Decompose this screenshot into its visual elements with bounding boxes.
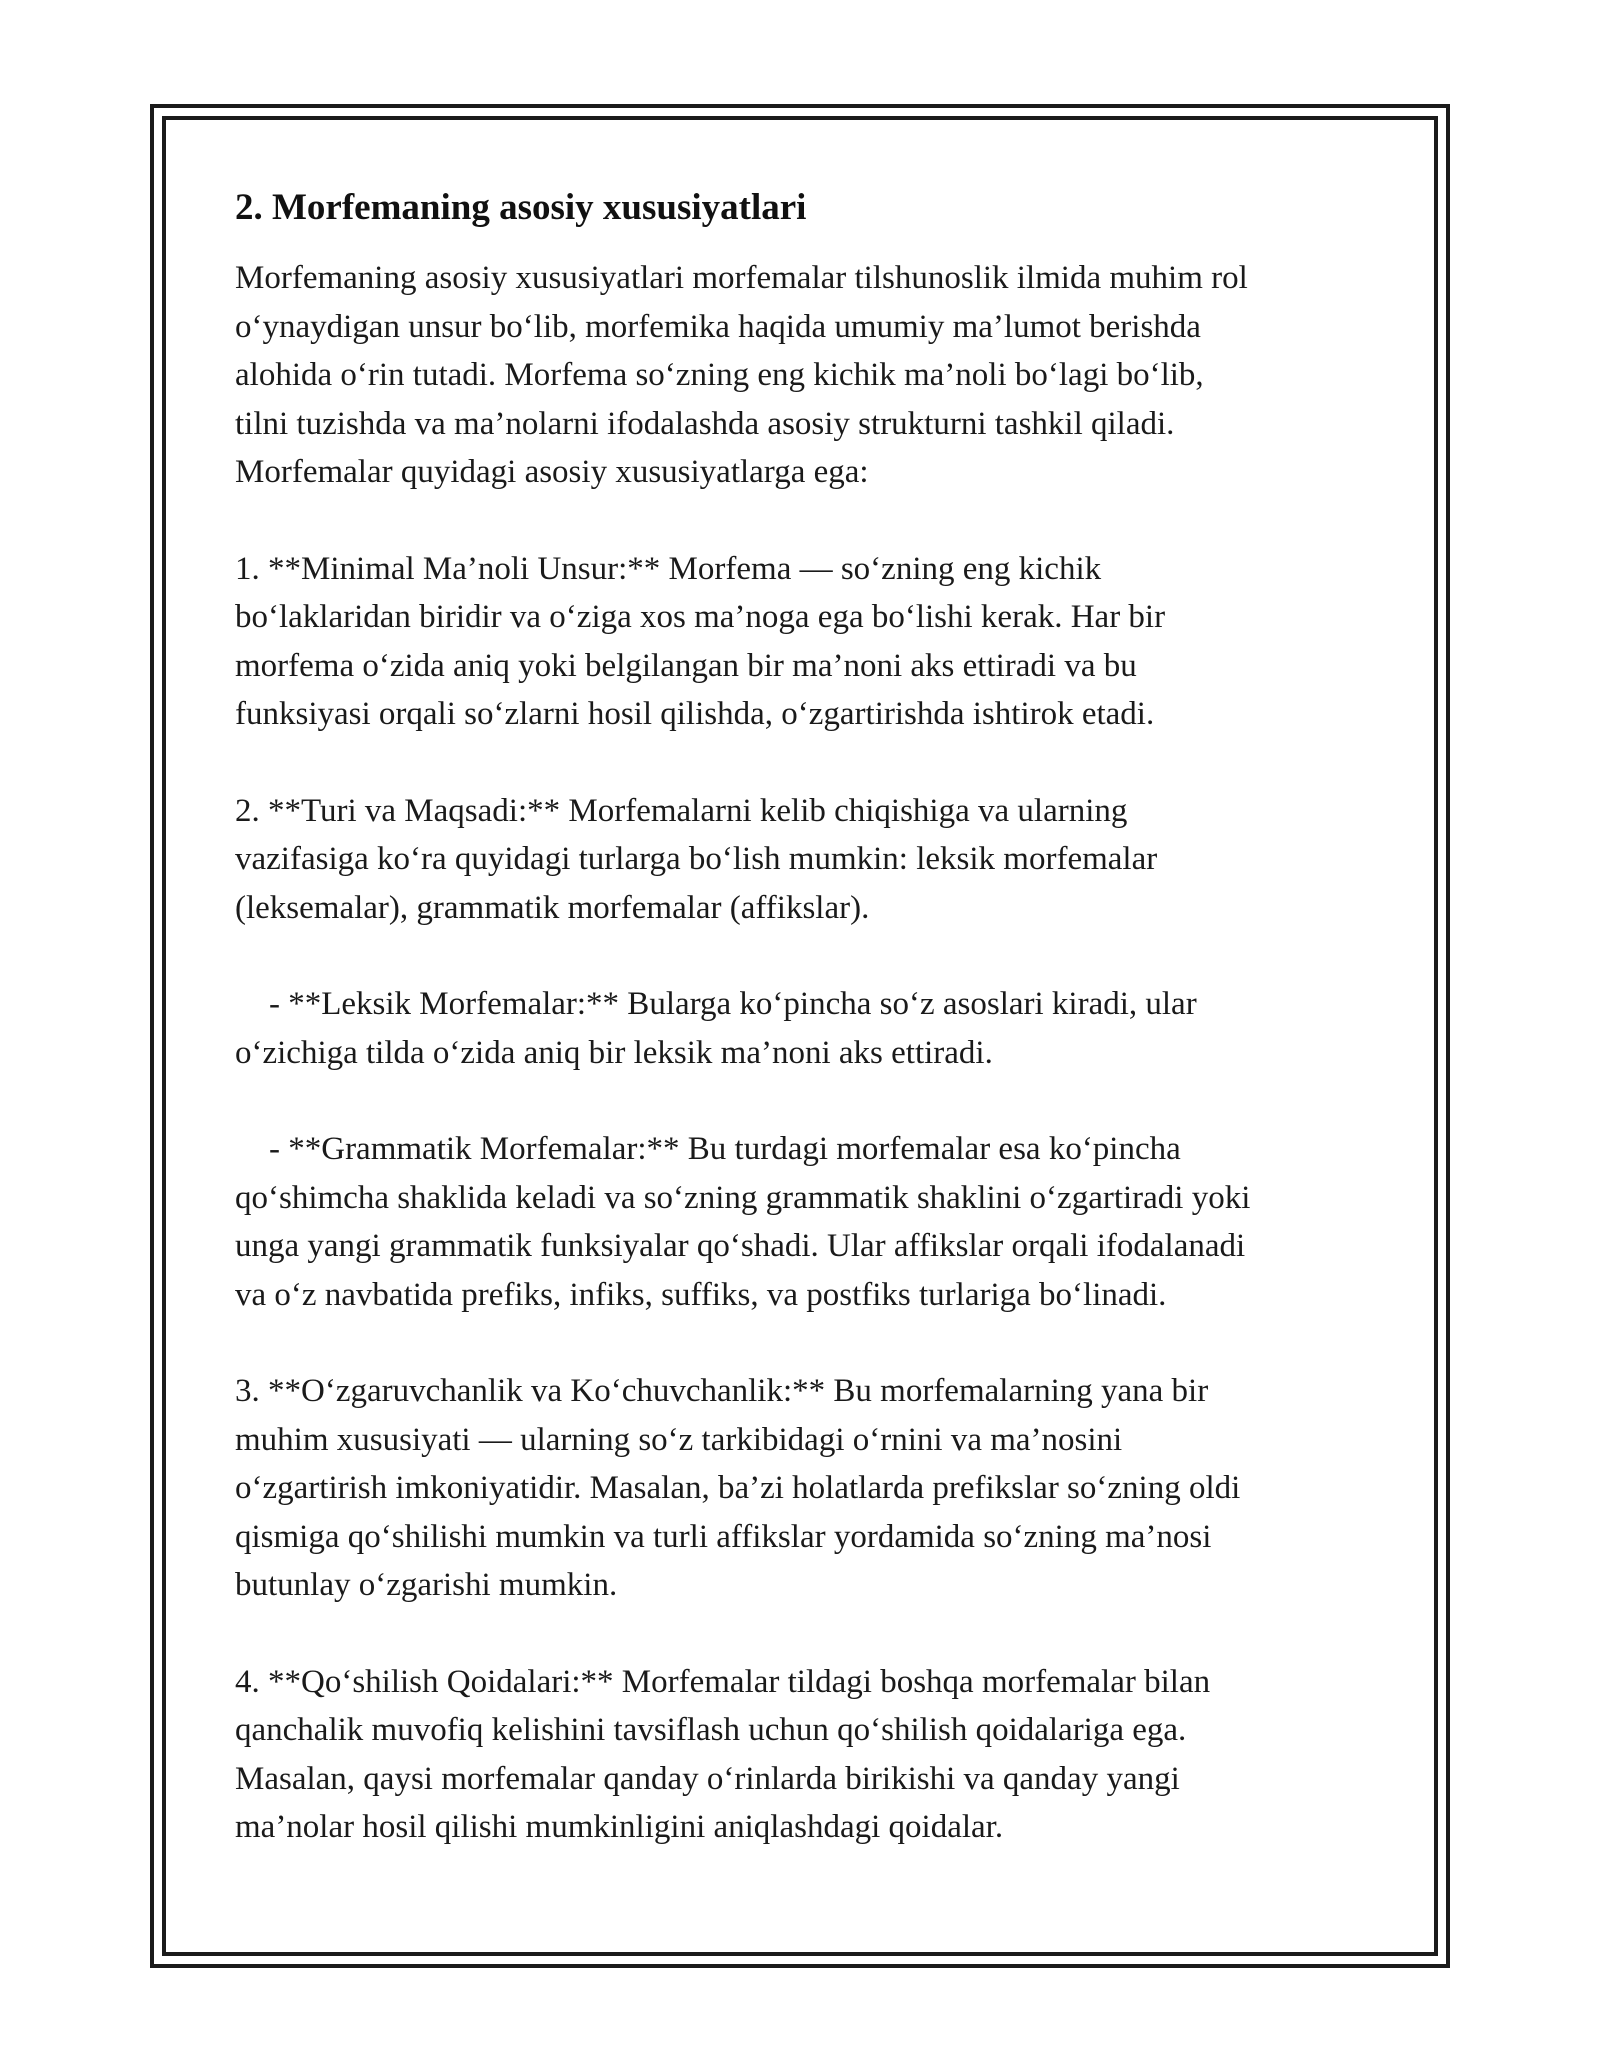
paragraph-intro bbox=[235, 254, 1385, 497]
text-line: alohida o‘rin tutadi. Morfema so‘zning eng kichik ma’noli bo‘lagi bo‘lib, bbox=[235, 357, 1204, 393]
text-line: - **Leksik Morfemalar:** Bularga ko‘pincha so‘z asoslari kiradi, ular bbox=[269, 986, 1197, 1022]
list-item-variability bbox=[235, 1367, 1385, 1610]
sub-item-grammatical-morphemes bbox=[235, 1125, 1385, 1319]
text-line: qanchalik muvofiq kelishini tavsiflash uchun qo‘shilish qoidalariga ega. bbox=[235, 1712, 1187, 1748]
text-line: Masalan, qaysi morfemalar qanday o‘rinlarda birikishi va qanday yangi bbox=[235, 1760, 1180, 1797]
text-line: o‘ynaydigan unsur bo‘lib, morfemika haqida umumiy ma’lumot berishda bbox=[235, 308, 1201, 345]
text-line: 2. **Turi va Maqsadi:** Morfemalarni kelib chiqishiga va ularning bbox=[235, 792, 1128, 829]
text-line: 1. **Minimal Ma’noli Unsur:** Morfema — so‘zning eng kichik bbox=[235, 550, 1102, 587]
text-line: o‘zgartirish imkoniyatidir. Masalan, ba’zi holatlarda prefikslar so‘zning oldi bbox=[235, 1470, 1241, 1506]
text-line: va o‘z navbatida prefiks, infiks, suffiks, va postfiks turlariga bo‘linadi. bbox=[235, 1276, 1167, 1313]
text-line: funksiyasi orqali so‘zlarni hosil qilishda, o‘zgartirishda ishtirok etadi. bbox=[235, 696, 1155, 732]
text-line: - **Grammatik Morfemalar:** Bu turdagi morfemalar esa ko‘pincha bbox=[269, 1131, 1181, 1167]
text-line: 4. **Qo‘shilish Qoidalari:** Morfemalar tildagi boshqa morfemalar bilan bbox=[235, 1663, 1211, 1700]
text-line: Morfemaning asosiy xususiyatlari morfemalar tilshunoslik ilmida muhim rol bbox=[235, 260, 1248, 296]
list-item-combination-rules bbox=[235, 1658, 1385, 1852]
text-line: butunlay o‘zgarishi mumkin. bbox=[235, 1567, 618, 1603]
document-body bbox=[235, 184, 1385, 1900]
text-line: morfema o‘zida aniq yoki belgilangan bir ma’noni aks ettiradi va bu bbox=[235, 647, 1137, 684]
list-item-type-purpose bbox=[235, 787, 1385, 933]
text-line: bo‘laklaridan biridir va o‘ziga xos ma’noga ega bo‘lishi kerak. Har bir bbox=[235, 599, 1166, 635]
text-line: Morfemalar quyidagi asosiy xususiyatlarga ega: bbox=[235, 454, 869, 490]
text-line: ma’nolar hosil qilishi mumkinligini aniqlashdagi qoidalar. bbox=[235, 1809, 1004, 1845]
list-item-minimal-unit bbox=[235, 545, 1385, 739]
text-line: muhim xususiyati — ularning so‘z tarkibidagi o‘rnini va ma’nosini bbox=[235, 1421, 1123, 1458]
text-line: tilni tuzishda va ma’nolarni ifodalashda asosiy strukturni tashkil qiladi. bbox=[235, 405, 1175, 442]
text-line: qismiga qo‘shilishi mumkin va turli affikslar yordamida so‘zning ma’nosi bbox=[235, 1518, 1212, 1555]
text-line: (leksemalar), grammatik morfemalar (affikslar). bbox=[235, 889, 870, 926]
text-line: o‘zichiga tilda o‘zida aniq bir leksik ma’noni aks ettiradi. bbox=[235, 1034, 993, 1071]
text-line: 3. **O‘zgaruvchanlik va Ko‘chuvchanlik:** Bu morfemalarning yana bir bbox=[235, 1373, 1209, 1409]
sub-item-lexical-morphemes bbox=[235, 980, 1385, 1077]
text-line: unga yangi grammatik funksiyalar qo‘shadi. Ular affikslar orqali ifodalanadi bbox=[235, 1228, 1246, 1264]
section-heading: 2. Morfemaning asosiy xususiyatlari bbox=[235, 187, 807, 228]
text-line: vazifasiga ko‘ra quyidagi turlarga bo‘lish mumkin: leksik morfemalar bbox=[235, 841, 1158, 877]
text-line: qo‘shimcha shaklida keladi va so‘zning grammatik shaklini o‘zgartiradi yoki bbox=[235, 1179, 1251, 1216]
